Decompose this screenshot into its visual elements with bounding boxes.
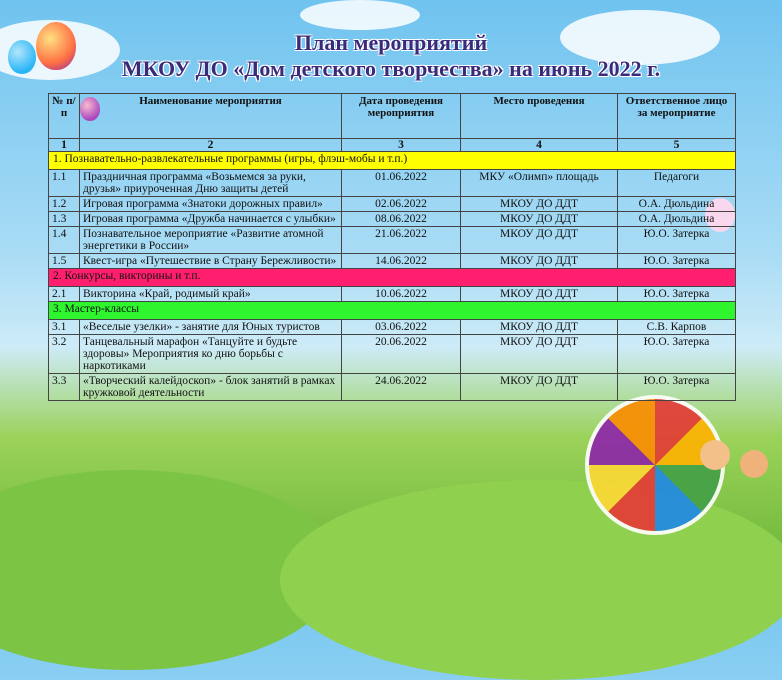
column-number: 4 xyxy=(461,139,618,152)
event-place: МКОУ ДО ДДТ xyxy=(461,335,618,374)
row-number: 2.1 xyxy=(49,287,80,302)
column-number: 5 xyxy=(618,139,736,152)
table-row xyxy=(49,197,736,212)
row-number: 1.5 xyxy=(49,254,80,269)
event-name: Праздничная программа «Возьмемся за руки, друзья» приуроченная Дню защиты детей xyxy=(80,170,342,197)
event-place: МКОУ ДО ДДТ xyxy=(461,320,618,335)
background-cloud xyxy=(300,0,420,30)
responsible-person: Ю.О. Затерка xyxy=(618,374,736,401)
event-name: Викторина «Край, родимый край» xyxy=(80,287,342,302)
event-name: «Творческий калейдоскоп» - блок занятий в рамках кружковой деятельности xyxy=(80,374,342,401)
row-number: 3.2 xyxy=(49,335,80,374)
event-date: 14.06.2022 xyxy=(342,254,461,269)
header-number: № п/п xyxy=(49,94,80,139)
row-number: 3.3 xyxy=(49,374,80,401)
event-date: 24.06.2022 xyxy=(342,374,461,401)
event-date: 01.06.2022 xyxy=(342,170,461,197)
event-date: 20.06.2022 xyxy=(342,335,461,374)
event-name: Игровая программа «Дружба начинается с улыбки» xyxy=(80,212,342,227)
child-figure-icon xyxy=(740,450,768,478)
event-name: Игровая программа «Знатоки дорожных правил» xyxy=(80,197,342,212)
child-figure-icon xyxy=(700,440,730,470)
header-place: Место проведения xyxy=(461,94,618,139)
column-number-row xyxy=(49,139,736,152)
section-title: 3. Мастер-классы xyxy=(49,302,736,320)
responsible-person: Ю.О. Затерка xyxy=(618,227,736,254)
section-row xyxy=(49,152,736,170)
column-number: 1 xyxy=(49,139,80,152)
column-number: 2 xyxy=(80,139,342,152)
title-block xyxy=(0,30,782,82)
header-event-name: Наименование мероприятия xyxy=(80,94,342,139)
event-place: МКОУ ДО ДДТ xyxy=(461,254,618,269)
event-place: МКОУ ДО ДДТ xyxy=(461,212,618,227)
event-date: 08.06.2022 xyxy=(342,212,461,227)
table-row xyxy=(49,320,736,335)
table-row xyxy=(49,212,736,227)
event-date: 10.06.2022 xyxy=(342,287,461,302)
responsible-person: Ю.О. Затерка xyxy=(618,335,736,374)
event-place: МКОУ ДО ДДТ xyxy=(461,374,618,401)
page-title: План мероприятий xyxy=(294,30,488,55)
section-row xyxy=(49,302,736,320)
section-title: 1. Познавательно-развлекательные программы (игры, флэш-мобы и т.п.) xyxy=(49,152,736,170)
row-number: 1.2 xyxy=(49,197,80,212)
event-name: «Веселые узелки» - занятие для Юных туристов xyxy=(80,320,342,335)
responsible-person: Ю.О. Затерка xyxy=(618,254,736,269)
event-place: МКОУ ДО ДДТ xyxy=(461,287,618,302)
responsible-person: О.А. Дюльдина xyxy=(618,197,736,212)
header-responsible: Ответственное лицо за мероприятие xyxy=(618,94,736,139)
event-name: Квест-игра «Путешествие в Страну Бережливости» xyxy=(80,254,342,269)
table-row xyxy=(49,254,736,269)
event-date: 02.06.2022 xyxy=(342,197,461,212)
table-header-row xyxy=(49,94,736,139)
event-place: МКУ «Олимп» площадь xyxy=(461,170,618,197)
events-table xyxy=(48,93,736,401)
row-number: 1.1 xyxy=(49,170,80,197)
table-row xyxy=(49,374,736,401)
event-place: МКОУ ДО ДДТ xyxy=(461,227,618,254)
row-number: 1.4 xyxy=(49,227,80,254)
responsible-person: О.А. Дюльдина xyxy=(618,212,736,227)
column-number: 3 xyxy=(342,139,461,152)
balloon-icon xyxy=(80,97,100,121)
table-row xyxy=(49,170,736,197)
row-number: 3.1 xyxy=(49,320,80,335)
responsible-person: С.В. Карпов xyxy=(618,320,736,335)
table-row xyxy=(49,335,736,374)
header-date: Дата проведения мероприятия xyxy=(342,94,461,139)
row-number: 1.3 xyxy=(49,212,80,227)
event-date: 03.06.2022 xyxy=(342,320,461,335)
event-date: 21.06.2022 xyxy=(342,227,461,254)
event-name: Познавательное мероприятие «Развитие атомной энергетики в России» xyxy=(80,227,342,254)
section-title: 2. Конкурсы, викторины и т.п. xyxy=(49,269,736,287)
responsible-person: Педагоги xyxy=(618,170,736,197)
section-row xyxy=(49,269,736,287)
table-row xyxy=(49,287,736,302)
responsible-person: Ю.О. Затерка xyxy=(618,287,736,302)
page-subtitle: МКОУ ДО «Дом детского творчества» на июнь 2022 г. xyxy=(121,56,661,81)
event-place: МКОУ ДО ДДТ xyxy=(461,197,618,212)
event-name: Танцевальный марафон «Танцуйте и будьте здоровы» Мероприятия ко дню борьбы с наркотиками xyxy=(80,335,342,374)
table-row xyxy=(49,227,736,254)
